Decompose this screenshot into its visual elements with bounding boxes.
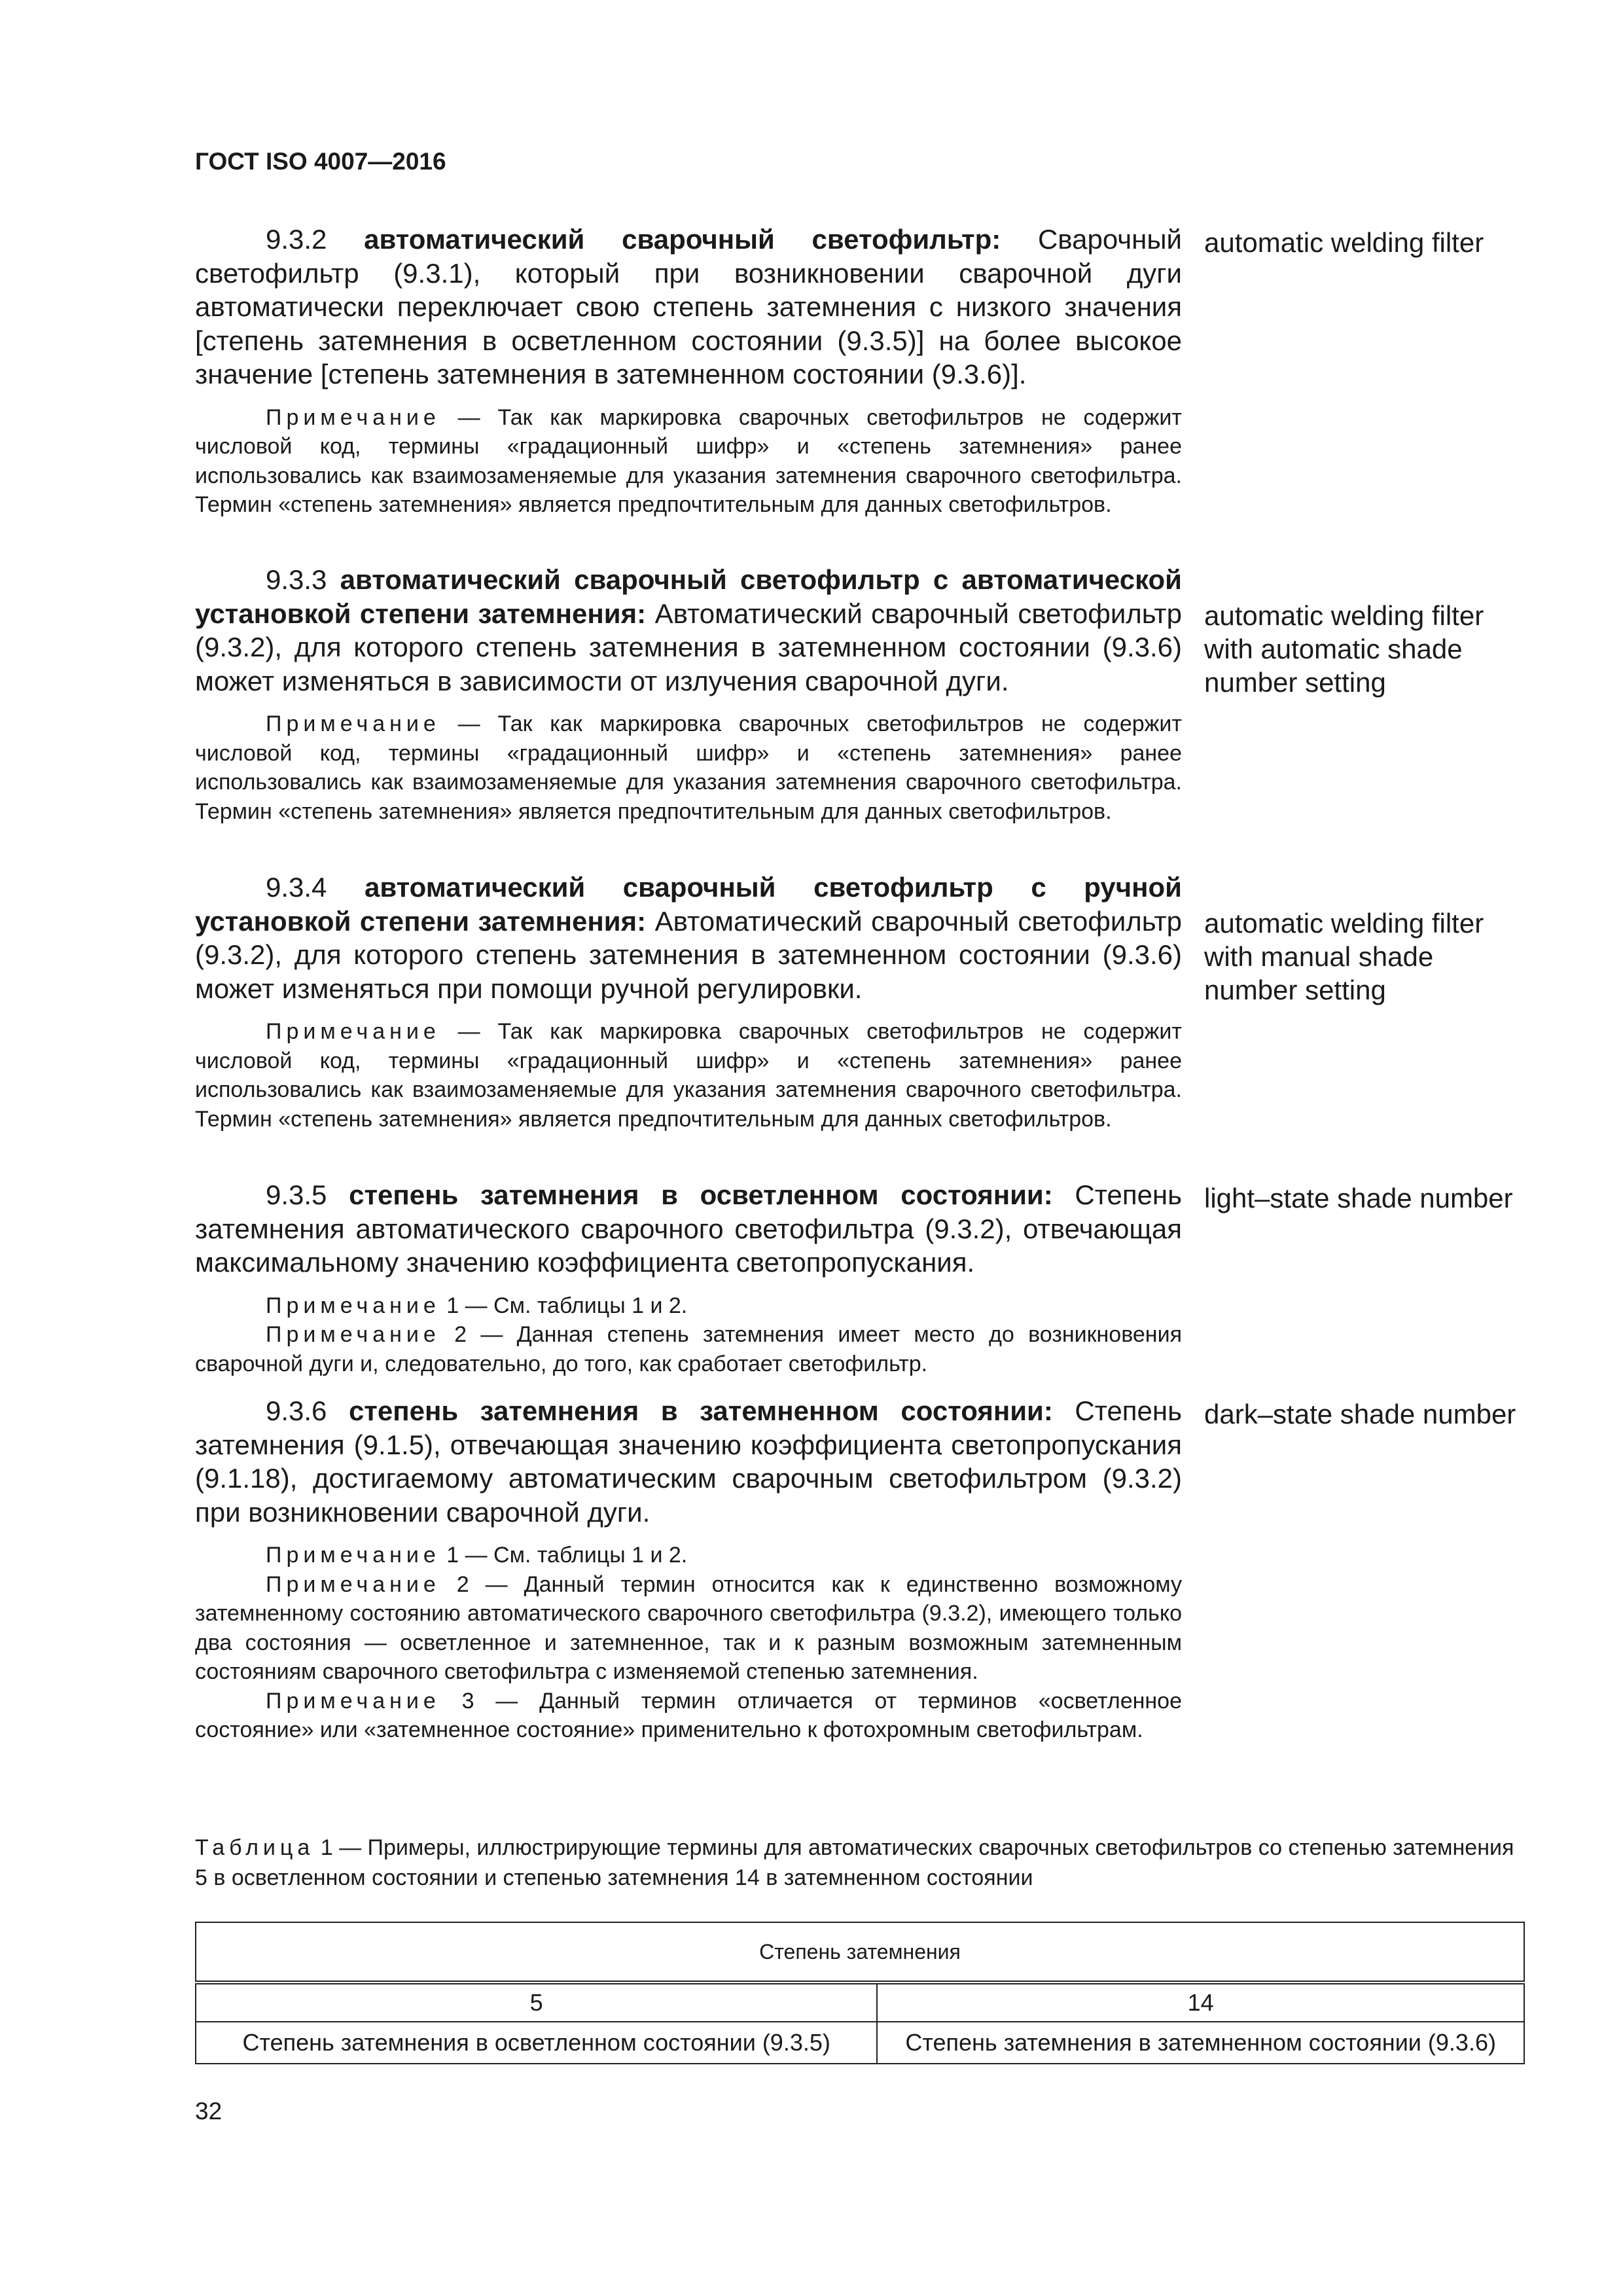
note-text: 1 — См. таблицы 1 и 2. (440, 1293, 688, 1318)
note-label: Примечание (266, 711, 440, 736)
definition-text: Степень затемнения автоматического сварочного светофильтра (9.3.2), отвечающая максимальному значению коэффициента светопропускания. (195, 1179, 1182, 1278)
term-note (195, 709, 1182, 826)
term-name: степень затемнения в затемненном состоянии: (348, 1395, 1053, 1426)
note-label: Примечание (266, 1019, 440, 1044)
term-number: 9.3.2 (266, 224, 327, 255)
note-text: — Так как маркировка сварочных светофильтров не содержит числовой код, термины «градационный шифр» и «степень затемнения» ранее использовались как взаимозаменяемые для указания затемнения сварочного светофильтра. Термин «степень затемнения» является предпочтительным для данных светофильтров. (195, 404, 1182, 517)
term-definition (195, 563, 1182, 698)
note-text: — Так как маркировка сварочных светофильтров не содержит числовой код, термины «градационный шифр» и «степень затемнения» ранее использовались как взаимозаменяемые для указания затемнения сварочного светофильтра. Термин «степень затемнения» является предпочтительным для данных светофильтров. (195, 1019, 1182, 1132)
term-name: автоматический сварочный светофильтр: (364, 224, 1001, 255)
english-term: automatic welding filter (1204, 227, 1484, 258)
note-text: 2 — Данный термин относится как к единственно возможному затемненному состоянию автоматического сварочного светофильтра (9.3.2), имеющего только два состояния — осветленное и затемненное, так и к разным возможным затемненным состояниям сварочного светофильтра с изменяемой степенью затемнения. (195, 1571, 1182, 1684)
term-note (195, 1291, 1182, 1321)
english-term: automatic welding filter with manual shade number setting (1204, 908, 1484, 1005)
term-number: 9.3.4 (266, 872, 327, 903)
term-note (195, 1687, 1182, 1745)
term-name: степень затемнения в осветленном состоянии: (349, 1179, 1053, 1210)
table-description-cell: Степень затемнения в осветленном состоянии (9.3.5) (196, 2022, 877, 2064)
note-label: Примечание (266, 1571, 440, 1597)
term-definition (195, 870, 1182, 1005)
note-label: Примечание (266, 1322, 440, 1347)
note-text: 3 — Данный термин отличается от терминов «осветленное состояние» или «затемненное состояние» применительно к фотохромным светофильтрам. (195, 1688, 1182, 1742)
term-note (195, 1017, 1182, 1134)
table-caption (195, 1833, 1525, 1893)
term-note (195, 403, 1182, 520)
term-name: автоматический сварочный светофильтр с ручной установкой степени затемнения: (195, 872, 1182, 937)
term-number: 9.3.3 (266, 564, 327, 595)
page-number: 32 (195, 2098, 223, 2125)
definition-text: Автоматический сварочный светофильтр (9.3.2), для которого степень затемнения в затемненном состоянии (9.3.6) может изменяться при помощи ручной регулировки. (195, 905, 1182, 1004)
term-entry-9-3-4 (195, 870, 1182, 1134)
note-text: — Так как маркировка сварочных светофильтров не содержит числовой код, термины «градационный шифр» и «степень затемнения» ранее использовались как взаимозаменяемые для указания затемнения сварочного светофильтра. Термин «степень затемнения» является предпочтительным для данных светофильтров. (195, 711, 1182, 824)
table-caption-label: Таблица (195, 1835, 315, 1860)
term-entry-9-3-3 (195, 563, 1182, 826)
english-term: dark–state shade number (1204, 1399, 1516, 1429)
english-term: automatic welding filter with automatic shade number setting (1204, 600, 1484, 698)
term-entry-9-3-2 (195, 223, 1182, 520)
shade-number-table (195, 1922, 1525, 2064)
table-caption-text: 1 — Примеры, иллюстрирующие термины для автоматических сварочных светофильтров со степенью затемнения 5 в осветленном состоянии и степенью затемнения 14 в затемненном состоянии (195, 1835, 1514, 1890)
term-number: 9.3.5 (266, 1179, 327, 1210)
term-number: 9.3.6 (266, 1395, 327, 1426)
term-entry-9-3-5 (195, 1178, 1182, 1378)
table-value-cell: 14 (877, 1982, 1524, 2022)
term-note (195, 1320, 1182, 1378)
english-term: light–state shade number (1204, 1183, 1513, 1213)
note-label: Примечание (266, 1293, 440, 1318)
note-label: Примечание (266, 1543, 440, 1568)
document-header: ГОСТ ISO 4007—2016 (195, 148, 446, 175)
term-name: автоматический сварочный светофильтр с автоматической установкой степени затемнения: (195, 564, 1183, 629)
note-text: 1 — См. таблицы 1 и 2. (440, 1543, 688, 1568)
table-description-cell: Степень затемнения в затемненном состоянии (9.3.6) (877, 2022, 1524, 2064)
term-entry-9-3-6 (195, 1394, 1182, 1745)
term-note (195, 1570, 1182, 1687)
note-text: 2 — Данная степень затемнения имеет место до возникновения сварочной дуги и, следовательно, до того, как сработает светофильтр. (195, 1322, 1182, 1376)
definition-text: Автоматический сварочный светофильтр (9.3.2), для которого степень затемнения в затемненном состоянии (9.3.6) может изменяться в зависимости от излучения сварочной дуги. (195, 598, 1182, 696)
definition-text: Степень затемнения (9.1.5), отвечающая значению коэффициента светопропускания (9.1.18), достигаемому автоматическим сварочным светофильтром (9.3.2) при возникновении сварочной дуги. (195, 1395, 1182, 1528)
table-header-cell: Степень затемнения (196, 1922, 1524, 1982)
table-value-cell: 5 (196, 1982, 877, 2022)
note-label: Примечание (266, 404, 440, 430)
term-definition (195, 223, 1182, 391)
term-definition (195, 1394, 1182, 1529)
definition-text: Сварочный светофильтр (9.3.1), который при возникновении сварочной дуги автоматически переключает свою степень затемнения с низкого значения [степень затемнения в осветленном состоянии (9.3.5)] на более высокое значение [степень затемнения в затемненном состоянии (9.3.6)]. (195, 224, 1182, 389)
note-label: Примечание (266, 1688, 440, 1713)
term-note (195, 1541, 1182, 1570)
term-definition (195, 1178, 1182, 1280)
